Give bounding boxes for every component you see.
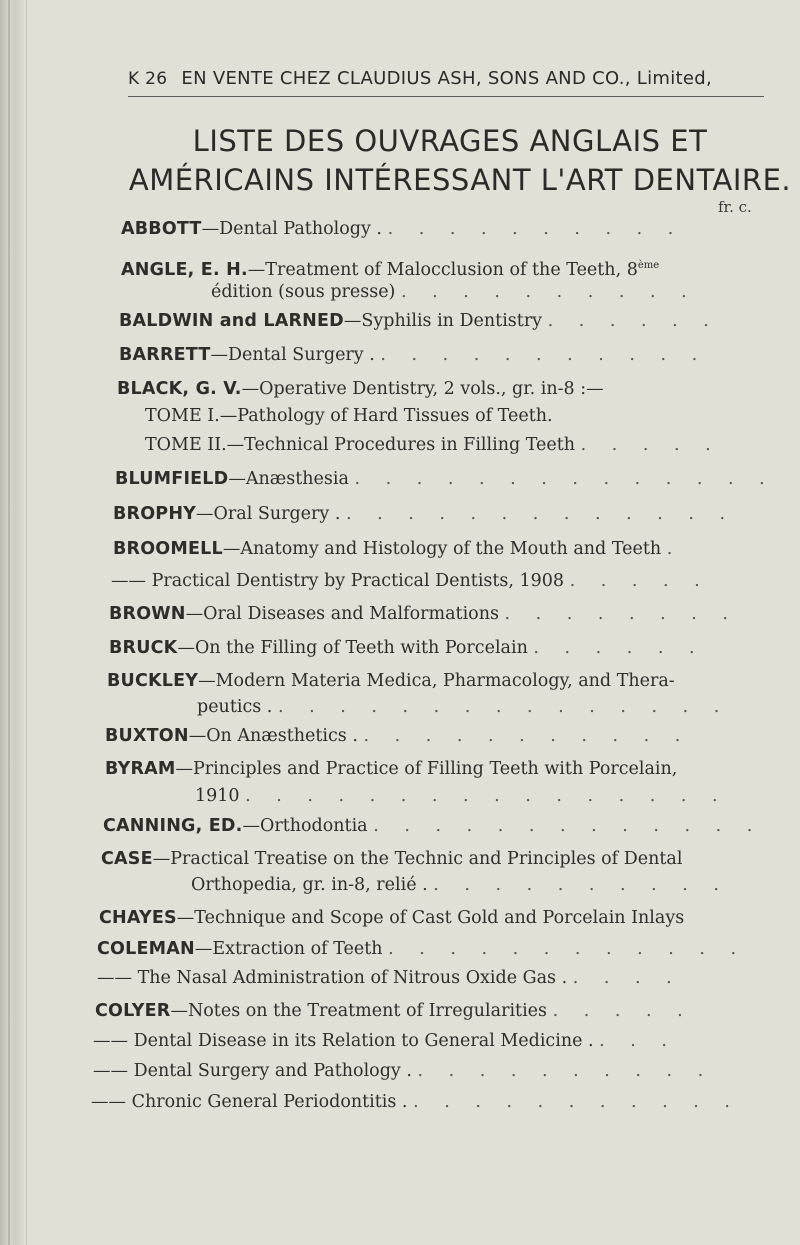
entry-title: —— Chronic General Periodontitis . — [91, 1092, 408, 1112]
entry-title: —Oral Surgery . — [196, 504, 341, 524]
dot-leader: . . . . . . . . . . . — [413, 1092, 740, 1112]
entry-title: —Dental Pathology . — [201, 219, 382, 239]
author-name: BARRETT — [119, 345, 211, 365]
dot-leader: . . . . . . . . . . . . . . . . — [245, 786, 728, 806]
entry-title: —Orthodontia — [242, 816, 368, 836]
author-name: BROWN — [109, 604, 186, 624]
author-name: BROPHY — [113, 504, 197, 524]
dot-leader: . . . . . . . . . . — [400, 282, 697, 302]
list-item-continuation — [105, 784, 728, 808]
entry-title: —Anatomy and Histology of the Mouth and Teeth — [222, 539, 662, 559]
author-name: BALDWIN and LARNED — [119, 311, 344, 331]
dot-leader: . . . . . . . . . . . . . — [373, 816, 763, 836]
entry-title: —Operative Dentistry, 2 vols., gr. in-8 :— — [241, 379, 604, 399]
list-item-continuation — [107, 695, 729, 719]
list-item-continuation — [101, 873, 729, 897]
entry-title: —Principles and Practice of Filling Teeth with Porcelain, — [175, 759, 678, 779]
entry-title: —Syphilis in Dentistry — [343, 311, 543, 331]
entry-title: Orthopedia, gr. in-8, relié . — [191, 875, 428, 895]
dot-leader: . . . . . . . . . . . — [363, 726, 691, 746]
dot-leader: . . . . . . . . . . . . — [388, 939, 747, 959]
page-title-line-2: AMÉRICAINS INTÉRESSANT L'ART DENTAIRE. — [128, 163, 792, 197]
dot-leader: . . . . . — [569, 571, 710, 591]
author-name: BUCKLEY — [107, 671, 199, 691]
entry-title: —Dental Surgery . — [210, 345, 375, 365]
entry-title: —Practical Treatise on the Technic and Principles of Dental — [152, 849, 683, 869]
dot-leader: . . . . . . . . . . . . . . — [354, 469, 775, 489]
entry-title: —Modern Materia Medica, Pharmacology, and Thera- — [198, 671, 675, 691]
author-name: BUXTON — [105, 726, 189, 746]
entry-title: —— The Nasal Administration of Nitrous Oxide Gas . — [97, 968, 568, 988]
list-item — [105, 724, 690, 748]
list-item — [111, 569, 710, 593]
dot-leader: . . . . . . . . . . . — [380, 345, 708, 365]
header-rule — [128, 96, 764, 97]
author-name: COLEMAN — [97, 939, 195, 959]
entry-title: —Notes on the Treatment of Irregularities — [170, 1001, 548, 1021]
author-name: ANGLE, E. H. — [121, 260, 248, 280]
list-item — [91, 1090, 740, 1114]
author-name: BLACK, G. V. — [117, 379, 242, 399]
entry-title: —— Dental Surgery and Pathology . — [93, 1061, 412, 1081]
dot-leader: . . . . . . — [547, 311, 719, 331]
list-item — [107, 669, 675, 693]
dot-leader: . . . . . . . . . . — [433, 875, 729, 895]
list-item — [119, 309, 719, 333]
author-name: ABBOTT — [121, 219, 202, 239]
entry-title: —Anæsthesia — [228, 469, 349, 489]
dot-leader: . . . . . — [552, 1001, 693, 1021]
author-name: CANNING, ED. — [103, 816, 243, 836]
author-name: BRUCK — [109, 638, 178, 658]
list-item-continuation — [121, 280, 697, 304]
dot-leader: . . . . . — [580, 435, 721, 455]
list-item — [119, 343, 707, 367]
dot-leader: . . . . . . . . . . — [387, 219, 684, 239]
list-item — [115, 467, 775, 491]
currency-column-label: fr. c. — [718, 198, 752, 216]
list-item — [97, 966, 682, 990]
entry-title: —Treatment of Malocclusion of the Teeth, 8 — [247, 260, 638, 280]
author-name: CASE — [101, 849, 153, 869]
list-item — [101, 847, 682, 871]
list-item — [95, 999, 693, 1023]
dot-leader: . — [666, 539, 683, 559]
dot-leader: . . . . . . . . — [504, 604, 738, 624]
author-name: BYRAM — [105, 759, 176, 779]
author-name: COLYER — [95, 1001, 171, 1021]
entry-title: TOME I.—Pathology of Hard Tissues of Teeth. — [145, 406, 553, 426]
list-item — [99, 906, 684, 930]
list-item-sub — [117, 433, 721, 457]
list-item-sub — [117, 404, 553, 428]
author-name: CHAYES — [99, 908, 177, 928]
list-item — [121, 217, 683, 241]
entry-title: —Oral Diseases and Malformations — [185, 604, 499, 624]
list-item — [97, 937, 746, 961]
list-item — [117, 377, 604, 401]
list-item — [103, 814, 762, 838]
entry-title: TOME II.—Technical Procedures in Filling Teeth — [145, 435, 576, 455]
author-name: BLUMFIELD — [115, 469, 229, 489]
running-header — [128, 68, 768, 89]
entry-title: édition (sous presse) — [211, 282, 396, 302]
superscript: ème — [637, 260, 660, 271]
entry-title: —Extraction of Teeth — [194, 939, 383, 959]
page-number: K 26 — [128, 69, 168, 89]
list-item — [113, 502, 735, 526]
list-item — [109, 602, 738, 626]
entry-title: —Technique and Scope of Cast Gold and Porcelain Inlays — [176, 908, 685, 928]
list-item — [93, 1059, 713, 1083]
book-spine — [0, 0, 27, 1245]
entry-title: —On Anæsthetics . — [188, 726, 358, 746]
entry-title: 1910 — [195, 786, 240, 806]
entry-title: —— Practical Dentistry by Practical Dentists, 1908 — [111, 571, 565, 591]
header-text: EN VENTE CHEZ CLAUDIUS ASH, SONS AND CO., Limited, — [181, 68, 713, 89]
list-item — [113, 537, 682, 561]
list-item — [93, 1029, 677, 1053]
entry-title: —On the Filling of Teeth with Porcelain — [177, 638, 528, 658]
dot-leader: . . . . — [572, 968, 682, 988]
author-name: BROOMELL — [113, 539, 223, 559]
dot-leader: . . . . . . — [533, 638, 705, 658]
entry-title: peutics . — [197, 697, 273, 717]
list-item — [121, 254, 659, 282]
list-item — [105, 757, 677, 781]
dot-leader: . . . . . . . . . . — [417, 1061, 714, 1081]
dot-leader: . . . — [599, 1031, 677, 1051]
list-item — [109, 636, 705, 660]
dot-leader: . . . . . . . . . . . . . . . — [277, 697, 730, 717]
entry-title: —— Dental Disease in its Relation to General Medicine . — [93, 1031, 594, 1051]
dot-leader: . . . . . . . . . . . . . — [346, 504, 736, 524]
page-title-line-1: LISTE DES OUVRAGES ANGLAIS ET — [192, 124, 708, 158]
